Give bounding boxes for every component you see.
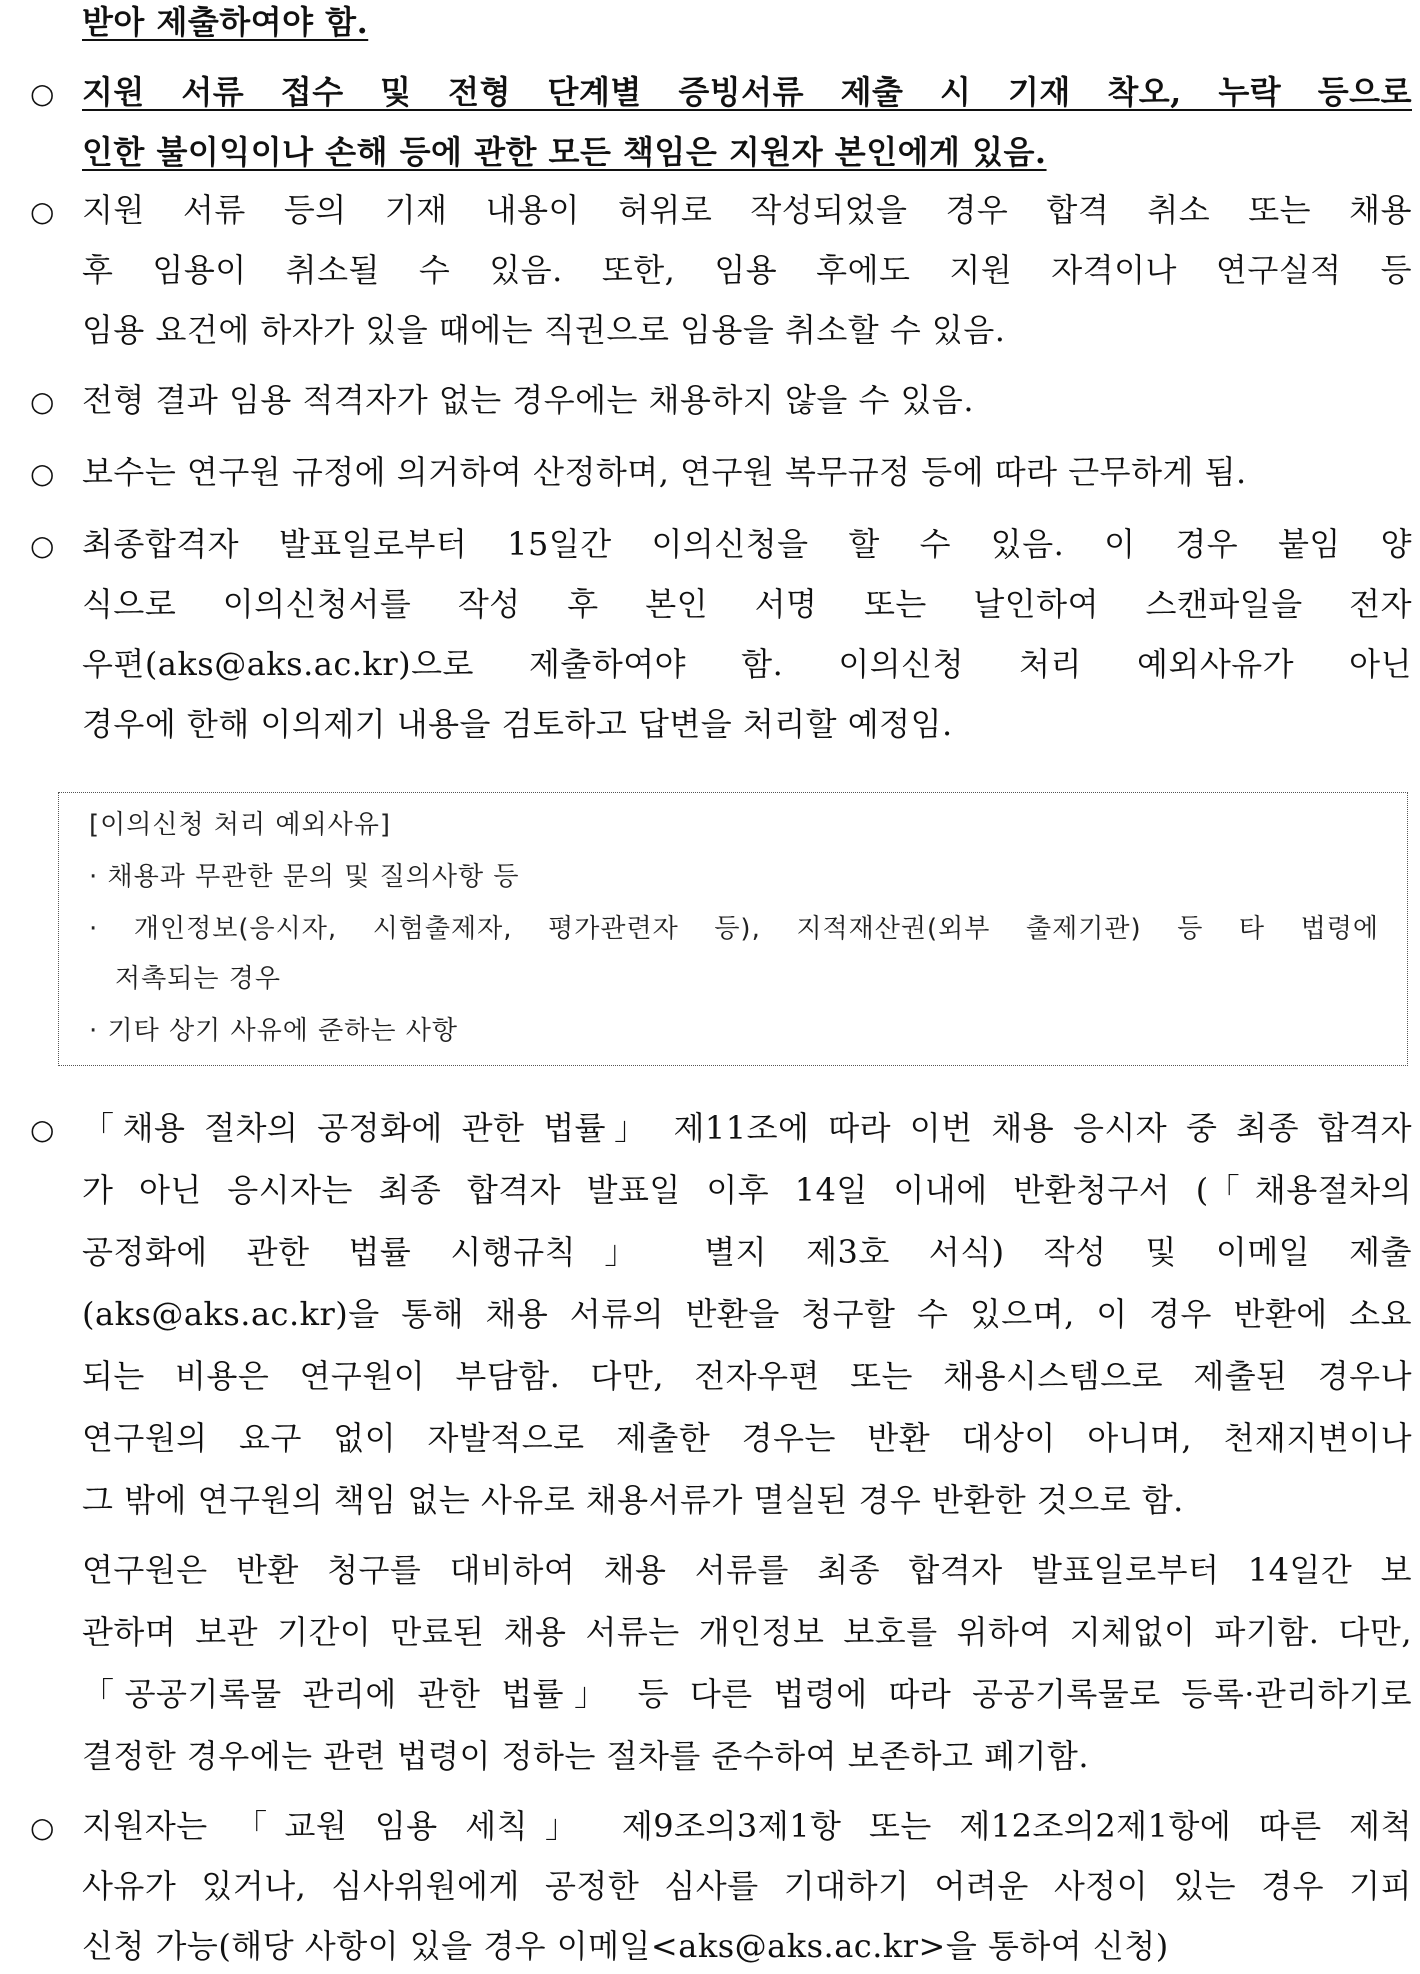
intro-tail-line: 받아 제출하여야 함. [82,3,369,41]
item-3-line-1: 전형 결과 임용 적격자가 없는 경우에는 채용하지 않을 수 있음. [82,381,975,419]
item-7-line-1: 지원자는 「교원 임용 세칙」 제9조의3제1항 또는 제12조의2제1항에 따른 제척 [82,1807,1412,1845]
item-2-line-1: 지원 서류 등의 기재 내용이 허위로 작성되었을 경우 합격 취소 또는 채용 [82,191,1412,229]
item-6-line-5: 되는 비용은 연구원이 부담함. 다만, 전자우편 또는 채용시스템으로 제출된 경우나 [82,1357,1412,1395]
item-6-line-1: 「채용 절차의 공정화에 관한 법률」 제11조에 따라 이번 채용 응시자 중 최종 합격자 [82,1109,1412,1147]
bullet-mark: ○ [30,385,55,418]
item-1-line-1: 지원 서류 접수 및 전형 단계별 증빙서류 제출 시 기재 착오, 누락 등으로 [82,73,1412,111]
note-line-2: · 개인정보(응시자, 시험출제자, 평가관련자 등), 지적재산권(외부 출제기관) 등 타 법령에 [89,914,1379,944]
item-2-line-2: 후 임용이 취소될 수 있음. 또한, 임용 후에도 지원 자격이나 연구실적 등 [82,251,1412,289]
note-line-3: 저촉되는 경우 [115,964,281,994]
bullet-mark: ○ [30,1113,55,1146]
note-line-4: · 기타 상기 사유에 준하는 사항 [89,1016,458,1046]
item-5-line-3: 우편(aks@aks.ac.kr)으로 제출하여야 함. 이의신청 처리 예외사유가 아닌 [82,645,1412,683]
item-5-line-2: 식으로 이의신청서를 작성 후 본인 서명 또는 날인하여 스캔파일을 전자 [82,585,1412,623]
item-6-line-6: 연구원의 요구 없이 자발적으로 제출한 경우는 반환 대상이 아니며, 천재지변이나 [82,1419,1412,1457]
item-6-para2-line-4: 결정한 경우에는 관련 법령이 정하는 절차를 준수하여 보존하고 폐기함. [82,1737,1089,1775]
item-5-line-1: 최종합격자 발표일로부터 15일간 이의신청을 할 수 있음. 이 경우 붙임 양 [82,525,1412,563]
bullet-mark: ○ [30,195,55,228]
note-title: [이의신청 처리 예외사유] [89,810,391,840]
item-5-line-4: 경우에 한해 이의제기 내용을 검토하고 답변을 처리할 예정임. [82,705,953,743]
item-4-line-1: 보수는 연구원 규정에 의거하여 산정하며, 연구원 복무규정 등에 따라 근무하게 됨. [82,453,1247,491]
item-7-line-2: 사유가 있거나, 심사위원에게 공정한 심사를 기대하기 어려운 사정이 있는 경우 기피 [82,1867,1412,1905]
item-6-line-2: 가 아닌 응시자는 최종 합격자 발표일 이후 14일 이내에 반환청구서 (「채용절차의 [82,1171,1412,1209]
item-6-line-4: (aks@aks.ac.kr)을 통해 채용 서류의 반환을 청구할 수 있으며, 이 경우 반환에 소요 [82,1295,1412,1333]
item-6-para2-line-1: 연구원은 반환 청구를 대비하여 채용 서류를 최종 합격자 발표일로부터 14일간 보 [82,1551,1412,1589]
bullet-mark: ○ [30,457,55,490]
item-6-para2-line-3: 「공공기록물 관리에 관한 법률」 등 다른 법령에 따라 공공기록물로 등록·관리하기로 [82,1675,1412,1713]
note-line-1: · 채용과 무관한 문의 및 질의사항 등 [89,862,520,892]
item-1-line-2: 인한 불이익이나 손해 등에 관한 모든 책임은 지원자 본인에게 있음. [82,133,1047,171]
bullet-mark: ○ [30,529,55,562]
item-6-line-7: 그 밖에 연구원의 책임 없는 사유로 채용서류가 멸실된 경우 반환한 것으로 함. [82,1481,1184,1519]
item-6-para2-line-2: 관하며 보관 기간이 만료된 채용 서류는 개인정보 보호를 위하여 지체없이 파기함. 다만, [82,1613,1412,1651]
item-7-line-3: 신청 가능(해당 사항이 있을 경우 이메일<aks@aks.ac.kr>을 통하여 신청) [82,1927,1169,1965]
bullet-mark: ○ [30,77,55,110]
exception-note-box [58,792,1408,1066]
item-2-line-3: 임용 요건에 하자가 있을 때에는 직권으로 임용을 취소할 수 있음. [82,311,1006,349]
item-6-line-3: 공정화에 관한 법률 시행규칙」 별지 제3호 서식) 작성 및 이메일 제출 [82,1233,1412,1271]
bullet-mark: ○ [30,1811,55,1844]
